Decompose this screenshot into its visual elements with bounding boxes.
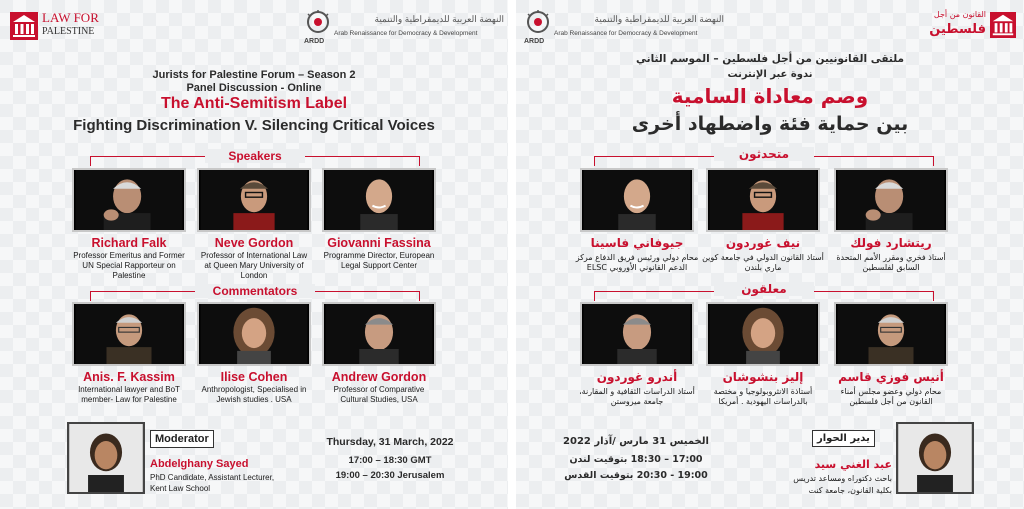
commentator-photo-andrew-gordon (322, 302, 436, 366)
commentators-heading: Commentators (195, 284, 315, 298)
lfp-logo-line2: PALESTINE (42, 26, 95, 37)
speakers-heading-ar: متحدثون (714, 147, 814, 161)
commentator-photo-anis-kassim-ar (834, 302, 948, 366)
ardd-arabic-name: النهضة العربية للديمقراطية والتنمية (374, 14, 504, 24)
law-for-palestine-logo (10, 12, 38, 44)
speaker-photo-giovanni-fassina-ar (580, 168, 694, 232)
speaker-photo-richard-falk (72, 168, 186, 232)
moderator-role-line2: Kent Law School (150, 484, 211, 493)
speaker-role-gordon-ar: أستاذ القانون الدولي في جامعة كوين ماري بلندن (702, 253, 824, 272)
courthouse-icon (990, 12, 1016, 38)
speaker-name-falk-ar: ريتشارد فولك (850, 236, 932, 250)
event-date-ar: الخميس 31 مارس /آذار 2022 (563, 436, 709, 447)
lfp-ar-logo-line2: فلسطين (929, 22, 986, 37)
moderator-role-line1-ar: باحث دكتوراه ومساعد تدريس (793, 474, 892, 483)
event-subtitle-ar: بين حماية فئة واضطهاد أخرى (631, 113, 909, 135)
speaker-photo-giovanni-fassina (322, 168, 436, 232)
english-poster (0, 0, 508, 509)
speaker-photo-neve-gordon-ar (706, 168, 820, 232)
courthouse-icon (10, 12, 38, 40)
moderator-name: Abdelghany Sayed (150, 458, 249, 470)
commentator-role-cohen-ar: أستاذة الانثروبولوجيا و مختصة بالدراسات اليهودية . أمريكا (713, 387, 813, 406)
event-date: Thursday, 31 March, 2022 (326, 436, 454, 448)
commentator-name-kassim-ar: أنيس فوزي قاسم (838, 370, 944, 384)
ardd-english-name-ar: Arab Renaissance for Democracy & Development (554, 30, 698, 37)
speaker-name-giovanni-fassina: Giovanni Fassina (327, 236, 431, 250)
commentators-heading-ar: معلقون (714, 282, 814, 296)
commentator-photo-ilise-cohen (197, 302, 311, 366)
ardd-english-name: Arab Renaissance for Democracy & Development (334, 30, 478, 37)
commentator-role-gordon-ar: أستاذ الدراسات الثقافية و المقارنة، جامعة ميروستن (579, 387, 695, 406)
speaker-role-giovanni-fassina: Programme Director, European Legal Support Center (323, 251, 435, 270)
speaker-name-neve-gordon: Neve Gordon (214, 236, 294, 250)
ardd-mark: ARDD (304, 38, 325, 45)
commentator-photo-anis-kassim (72, 302, 186, 366)
moderator-role-line1: PhD Candidate, Assistant Lecturer, (150, 473, 275, 482)
ardd-mark-ar: ARDD (524, 38, 545, 45)
event-time-london-ar: 17:00 – 18:30 بتوقيت لندن (569, 454, 703, 465)
speaker-role-fassina-ar: محام دولي ورئيس فريق الدفاع مركز الدعم القانوني الأوروبي ELSC (575, 253, 699, 272)
commentator-role-andrew-gordon: Professor of Comparative Cultural Studies, USA (333, 385, 425, 404)
commentator-name-ilise-cohen: Ilise Cohen (220, 370, 288, 384)
commentator-role-kassim-ar: محام دولي وعضو مجلس أمناء القانون من أجل فلسطين (840, 387, 942, 406)
event-time-gmt: 17:00 – 18:30 GMT (348, 455, 432, 466)
forum-title-ar: ملتقى القانونيين من أجل فلسطين – الموسم الثاني (636, 53, 904, 65)
event-title: The Anti-Semitism Label (160, 95, 348, 112)
speaker-role-falk-ar: أستاذ فخري ومقرر الأمم المتحدة السابق لفلسطين (836, 253, 946, 272)
event-format-ar: ندوة عبر الإنترنت (727, 69, 813, 80)
event-time-jerusalem: 19:00 – 20:30 Jerusalem (335, 470, 445, 481)
speaker-role-neve-gordon: Professor of International Law at Queen Mary University of London (200, 251, 308, 280)
moderator-photo (67, 422, 145, 494)
event-time-jerusalem-ar: 19:00 - 20:30 بتوقيت القدس (564, 470, 708, 481)
panel-divider (508, 0, 516, 509)
commentator-name-anis-kassim: Anis. F. Kassim (83, 370, 175, 384)
event-format: Panel Discussion - Online (186, 82, 322, 94)
commentator-role-ilise-cohen: Anthropologist, Specialised in Jewish studies . USA (201, 385, 307, 404)
forum-title: Jurists for Palestine Forum – Season 2 (152, 69, 356, 81)
speaker-name-gordon-ar: نيف غوردون (725, 236, 801, 250)
commentator-name-cohen-ar: إليز بنشوشان (722, 370, 804, 384)
speaker-photo-neve-gordon (197, 168, 311, 232)
law-for-palestine-logo-ar (990, 12, 1016, 42)
commentator-photo-andrew-gordon-ar (580, 302, 694, 366)
lfp-logo-line1: LAW FOR (42, 10, 99, 25)
ardd-arabic-name-ar: النهضة العربية للديمقراطية والتنمية (594, 14, 724, 24)
speaker-role-richard-falk: Professor Emeritus and Former UN Special Rapporteur on Palestine (73, 251, 185, 280)
event-title-ar: وصم معاداة السامية (671, 84, 869, 108)
moderator-name-ar: عبد الغني سيد (814, 458, 892, 471)
commentator-photo-ilise-cohen-ar (706, 302, 820, 366)
arabic-poster (516, 0, 1024, 509)
commentator-name-gordon-ar: أندرو غوردون (596, 370, 678, 384)
commentator-role-anis-kassim: International lawyer and BoT member- Law for Palestine (78, 385, 180, 404)
speaker-photo-richard-falk-ar (834, 168, 948, 232)
event-subtitle: Fighting Discrimination V. Silencing Critical Voices (73, 117, 435, 134)
moderator-label: Moderator (150, 430, 214, 448)
moderator-role-line2-ar: بكلية القانون، جامعة كنت (808, 486, 892, 495)
moderator-label-ar: يدير الحوار (812, 430, 875, 447)
lfp-ar-logo-line1: القانون من أجل (933, 10, 986, 19)
speakers-heading: Speakers (205, 149, 305, 163)
commentator-name-andrew-gordon: Andrew Gordon (331, 370, 427, 384)
speaker-name-richard-falk: Richard Falk (91, 236, 167, 250)
moderator-photo-ar (896, 422, 974, 494)
speaker-name-fassina-ar: جيوفاني فاسينا (590, 236, 684, 250)
